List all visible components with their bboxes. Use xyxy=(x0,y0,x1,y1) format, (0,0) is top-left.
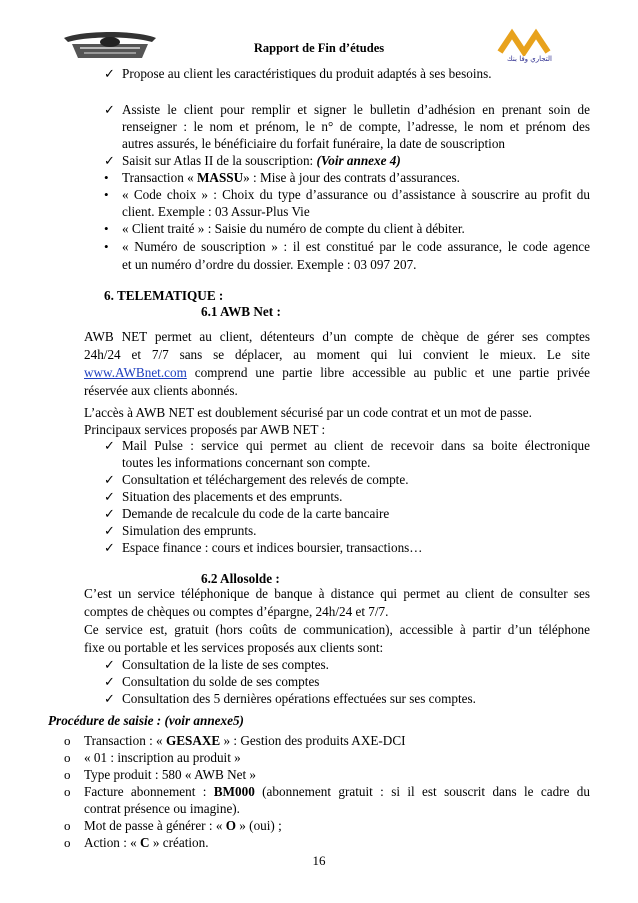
text-line xyxy=(84,364,590,381)
circle-bullet-icon: o xyxy=(64,784,71,799)
text-line: et un numéro d’ordre du dossier. Exemple : 03 097 207. xyxy=(122,257,417,272)
check-icon: ✓ xyxy=(104,489,115,504)
text-line: Simulation des emprunts. xyxy=(122,523,257,538)
check-icon: ✓ xyxy=(104,674,115,689)
check-icon: ✓ xyxy=(104,506,115,521)
circle-bullet-icon: o xyxy=(64,750,71,765)
text-span: comprend une partie libre accessible au public et une partie privée xyxy=(186,365,590,380)
text-line: client. Exemple : 03 Assur-Plus Vie xyxy=(122,204,310,219)
text-span: Action : « xyxy=(84,835,141,850)
check-icon: ✓ xyxy=(104,153,115,168)
text-line: toutes les informations concernant son compte. xyxy=(122,455,371,470)
text-line xyxy=(122,169,460,186)
text-line: Consultation de la liste de ses comptes. xyxy=(122,657,329,672)
text-line: comptes de chèques ou comptes d’épargne, 24h/24 et 7/7. xyxy=(84,604,389,619)
text-line: Type produit : 580 « AWB Net » xyxy=(84,767,257,782)
text-line: Espace finance : cours et indices boursier, transactions… xyxy=(122,540,423,555)
circle-bullet-icon: o xyxy=(64,733,71,748)
text-span: Mot de passe à générer : « xyxy=(84,818,226,833)
check-icon: ✓ xyxy=(104,102,115,117)
text-line xyxy=(84,732,406,749)
code-span: C xyxy=(140,835,150,850)
text-span: Saisit sur Atlas II de la souscription: xyxy=(122,153,317,168)
procedure-title: Procédure de saisie : (voir annexe5) xyxy=(48,713,244,728)
bullet-icon: • xyxy=(104,221,109,236)
section-title: 6. TELEMATIQUE : xyxy=(104,288,224,303)
text-line: AWB NET permet au client, détenteurs d’un compte de chèque de gérer ses comptes xyxy=(84,329,590,344)
text-line: Consultation et téléchargement des relevés de compte. xyxy=(122,472,409,487)
text-line xyxy=(122,152,401,169)
annex-ref: (Voir annexe 4) xyxy=(316,153,401,168)
bullet-icon: • xyxy=(104,239,109,254)
check-icon: ✓ xyxy=(104,657,115,672)
code-span: MASSU xyxy=(196,170,244,185)
text-line: Ce service est, gratuit (hors coûts de communication), accessible à partir d’un téléphone xyxy=(84,622,590,637)
text-line: Mail Pulse : service qui permet au client de recevoir dans sa boite électronique xyxy=(122,438,590,453)
text-line: contrat présence ou imagine). xyxy=(84,801,240,816)
text-line xyxy=(84,834,209,851)
text-line: « Numéro de souscription » : il est constitué par le code assurance, le code agence xyxy=(122,239,590,254)
check-icon: ✓ xyxy=(104,523,115,538)
code-span: BM000 xyxy=(213,784,255,799)
text-line: réservée aux clients abonnés. xyxy=(84,383,238,398)
check-icon: ✓ xyxy=(104,691,115,706)
text-line: renseigner : le nom et prénom, le n° de compte, l’adresse, le nom et prénom des xyxy=(122,119,590,134)
text-span: » création. xyxy=(149,835,209,850)
bullet-icon: • xyxy=(104,187,109,202)
text-line: 24h/24 et 7/7 sans se déplacer, au moment qui lui convient le mieux. Le site xyxy=(84,347,590,362)
bank-logo-text: التجاري وفا بنك xyxy=(507,55,552,63)
text-span: Transaction « xyxy=(122,170,197,185)
text-line: Demande de recalcule du code de la carte bancaire xyxy=(122,506,390,521)
subsection-title: 6.1 AWB Net : xyxy=(201,304,281,319)
text-span: (abonnement gratuit : si il est souscrit dans le cadre du xyxy=(254,784,590,799)
text-line: « Code choix » : Choix du type d’assurance ou d’assistance à souscrire au profit du xyxy=(122,187,590,202)
check-icon: ✓ xyxy=(104,66,115,81)
text-span: Facture abonnement : xyxy=(84,784,214,799)
code-span: O xyxy=(225,818,236,833)
code-span: GESAXE xyxy=(165,733,221,748)
text-line: « Client traité » : Saisie du numéro de compte du client à débiter. xyxy=(122,221,465,236)
header-title: Rapport de Fin d’études xyxy=(253,41,385,55)
text-line: Consultation des 5 dernières opérations effectuées sur ses comptes. xyxy=(122,691,476,706)
text-span: Transaction : « xyxy=(84,733,166,748)
text-span: » : Mise à jour des contrats d’assurances. xyxy=(243,170,460,185)
circle-bullet-icon: o xyxy=(64,767,71,782)
text-line: C’est un service téléphonique de banque à distance qui permet au client de consulter ses xyxy=(84,586,590,601)
circle-bullet-icon: o xyxy=(64,818,71,833)
text-line: autres assurés, le bénéficiaire du forfait funéraire, la date de souscription xyxy=(122,136,506,151)
text-line: Assiste le client pour remplir et signer le bulletin d’adhésion en prenant soin de xyxy=(122,102,590,117)
text-line: Consultation du solde de ses comptes xyxy=(122,674,320,689)
page-number: 16 xyxy=(312,853,326,868)
subsection-title: 6.2 Allosolde : xyxy=(201,571,280,586)
check-icon: ✓ xyxy=(104,540,115,555)
text-line: Propose au client les caractéristiques du produit adaptés à ses besoins. xyxy=(122,66,492,81)
bank-logo xyxy=(494,28,552,68)
bank-logo-icon xyxy=(494,28,552,56)
check-icon: ✓ xyxy=(104,472,115,487)
circle-bullet-icon: o xyxy=(64,835,71,850)
website-link[interactable]: www.AWBnet.com xyxy=(84,365,187,380)
text-span: » (oui) ; xyxy=(235,818,282,833)
text-line xyxy=(84,817,282,834)
text-line: Situation des placements et des emprunts. xyxy=(122,489,343,504)
text-line xyxy=(84,783,590,800)
check-icon: ✓ xyxy=(104,438,115,453)
text-line: L’accès à AWB NET est doublement sécurisé par un code contrat et un mot de passe. xyxy=(84,405,532,420)
text-span: » : Gestion des produits AXE-DCI xyxy=(220,733,406,748)
bullet-icon: • xyxy=(104,170,109,185)
text-line: « 01 : inscription au produit » xyxy=(84,750,241,765)
text-line: fixe ou portable et les services proposés aux clients sont: xyxy=(84,640,384,655)
text-line: Principaux services proposés par AWB NET : xyxy=(84,422,326,437)
